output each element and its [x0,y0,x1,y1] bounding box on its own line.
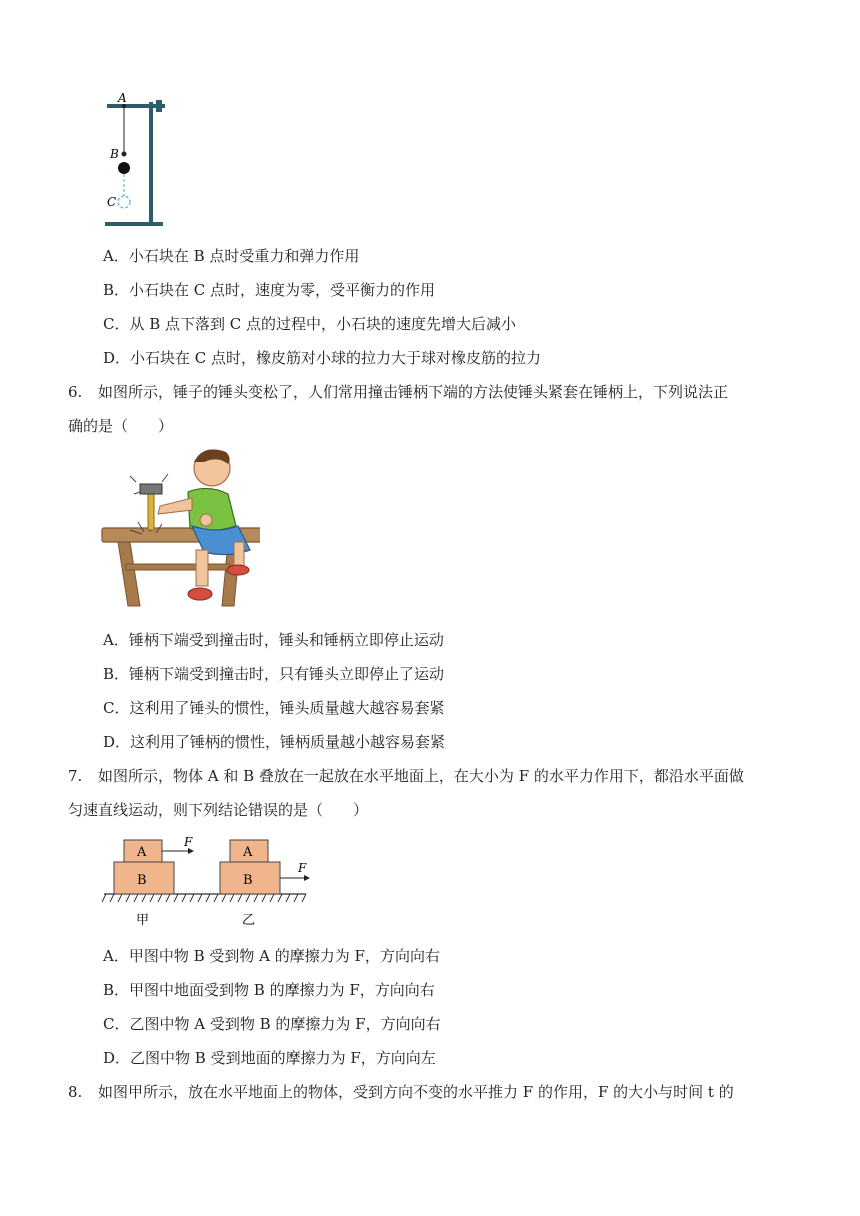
q5-option-c: C．从 B 点下落到 C 点的过程中，小石块的速度先增大后减小 [103,315,517,333]
q5-option-d: D．小石块在 C 点时，橡皮筋对小球的拉力大于球对橡皮筋的拉力 [103,349,542,367]
label-a: A [118,91,127,105]
pendulum-stand-figure [100,88,170,232]
q6-stem-line1: 6. 如图所示，锤子的锤头变松了，人们常用撞击锤柄下端的方法使锤头紧套在锤柄上，下列说法正 [68,383,729,401]
q7-option-b: B．甲图中地面受到物 B 的摩擦力为 F，方向向右 [103,981,435,999]
boy-shirt [188,488,236,530]
q6-option-a: A．锤柄下端受到撞击时，锤头和锤柄立即停止运动 [103,631,444,649]
hammer-handle [148,490,154,530]
svg-text:F: F [298,861,307,875]
q8-number: 8. [68,1083,83,1101]
hammer-head [140,484,162,494]
svg-text:B: B [243,873,253,888]
hammer-boy-figure [100,440,260,610]
svg-text:A: A [243,845,253,860]
q6-option-b: B．锤柄下端受到撞击时，只有锤头立即停止了运动 [103,665,445,683]
q7-number: 7. [68,767,83,785]
label-b: B [110,147,119,161]
caption-jia: 甲 [136,913,150,928]
stone-ball [118,162,130,174]
stacked-blocks-figure [100,832,320,936]
q6-option-d: D．这利用了锤柄的惯性，锤柄质量越小越容易套紧 [103,733,446,751]
q5-option-a: A．小石块在 B 点时受重力和弹力作用 [103,247,360,265]
q7-stem-line2: 匀速直线运动，则下列结论错误的是（ ） [68,801,369,819]
stand-base [105,222,163,226]
svg-text:A: A [137,845,147,860]
ball-ghost-c [118,196,130,208]
q8-stem-line1: 8. 如图甲所示，放在水平地面上的物体，受到方向不变的水平推力 F 的作用，F 的大小与时间 t 的 [68,1083,734,1101]
stand-pole [149,102,153,226]
svg-text:B: B [137,873,147,888]
q7-option-a: A．甲图中物 B 受到物 A 的摩擦力为 F，方向向右 [103,947,440,965]
q6-option-c: C．这利用了锤头的惯性，锤头质量越大越容易套紧 [103,699,445,717]
q6-stem-line2: 确的是（ ） [68,417,174,435]
q5-option-b: B．小石块在 C 点时，速度为零，受平衡力的作用 [103,281,436,299]
caption-yi: 乙 [242,913,256,928]
svg-text:F: F [184,835,193,849]
label-c: C [107,195,117,209]
q7-option-d: D．乙图中物 B 受到地面的摩擦力为 F，方向向左 [103,1049,436,1067]
q7-option-c: C．乙图中物 A 受到物 B 的摩擦力为 F，方向向右 [103,1015,441,1033]
q7-stem-line1: 7. 如图所示，物体 A 和 B 叠放在一起放在水平地面上，在大小为 F 的水平力作用下，都沿水平面做 [68,767,744,785]
q6-number: 6. [68,383,83,401]
